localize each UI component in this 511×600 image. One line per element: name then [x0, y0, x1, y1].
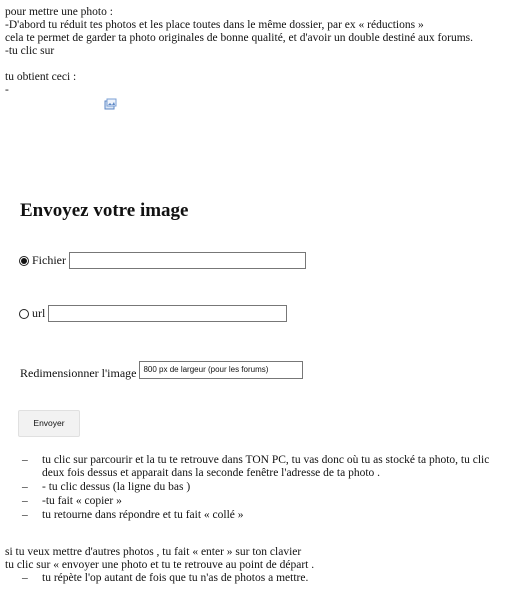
- list-dash: –: [22, 572, 28, 584]
- submit-button[interactable]: Envoyer: [18, 410, 80, 437]
- url-option-row: [19, 305, 287, 322]
- form-title: Envoyez votre image: [20, 200, 189, 221]
- step-text: -tu fait « copier »: [42, 495, 122, 507]
- intro-text: [5, 6, 505, 97]
- intro-spacer: [5, 58, 505, 71]
- resize-label: Redimensionner l'image: [20, 366, 137, 380]
- outro-bullet-text: tu répète l'op autant de fois que tu n'as de photos a mettre.: [42, 572, 309, 584]
- file-option-row: [19, 252, 306, 269]
- intro-line-1: pour mettre une photo :: [5, 6, 113, 18]
- resize-row: [20, 359, 303, 380]
- outro-line-2: tu clic sur « envoyer une photo et tu te retrouve au point de départ .: [5, 559, 315, 571]
- file-radio[interactable]: [19, 256, 29, 266]
- list-item: [22, 481, 507, 494]
- radio-selected-dot: [21, 258, 27, 264]
- list-dash: –: [22, 454, 28, 466]
- outro-bullet: [5, 572, 505, 585]
- list-item: [22, 495, 507, 508]
- intro-line-3: cela te permet de garder ta photo originales de bonne qualité, et d'avoir un double destiné aux forums.: [5, 32, 473, 44]
- step-text: - tu clic dessus (la ligne du bas ): [42, 481, 191, 493]
- list-item: [22, 454, 507, 480]
- intro-line-6: -: [5, 84, 9, 96]
- intro-line-2: -D'abord tu réduit tes photos et les place toutes dans le même dossier, par ex « réductions »: [5, 19, 424, 31]
- file-input[interactable]: [69, 252, 306, 269]
- list-dash: –: [22, 509, 28, 521]
- step-text: tu clic sur parcourir et la tu te retrouve dans TON PC, tu vas donc où tu as stocké ta photo, tu clic deux fois dessus et apparait dans la seconde fenêtre l'adresse de ta photo .: [42, 454, 490, 479]
- outro-line-1: si tu veux mettre d'autres photos , tu fait « enter » sur ton clavier: [5, 546, 302, 558]
- upload-image-icon[interactable]: [104, 98, 117, 110]
- resize-select[interactable]: [139, 361, 303, 379]
- url-input[interactable]: [48, 305, 287, 322]
- steps-list: [22, 454, 507, 523]
- outro-text: [5, 546, 505, 585]
- intro-line-4: -tu clic sur: [5, 45, 55, 57]
- intro-line-5: tu obtient ceci :: [5, 71, 77, 83]
- url-radio[interactable]: [19, 309, 29, 319]
- url-label: url: [32, 306, 46, 320]
- list-item: [22, 509, 507, 522]
- list-dash: –: [22, 495, 28, 507]
- list-dash: –: [22, 481, 28, 493]
- file-label: Fichier: [32, 253, 66, 267]
- step-text: tu retourne dans répondre et tu fait « collé »: [42, 509, 244, 521]
